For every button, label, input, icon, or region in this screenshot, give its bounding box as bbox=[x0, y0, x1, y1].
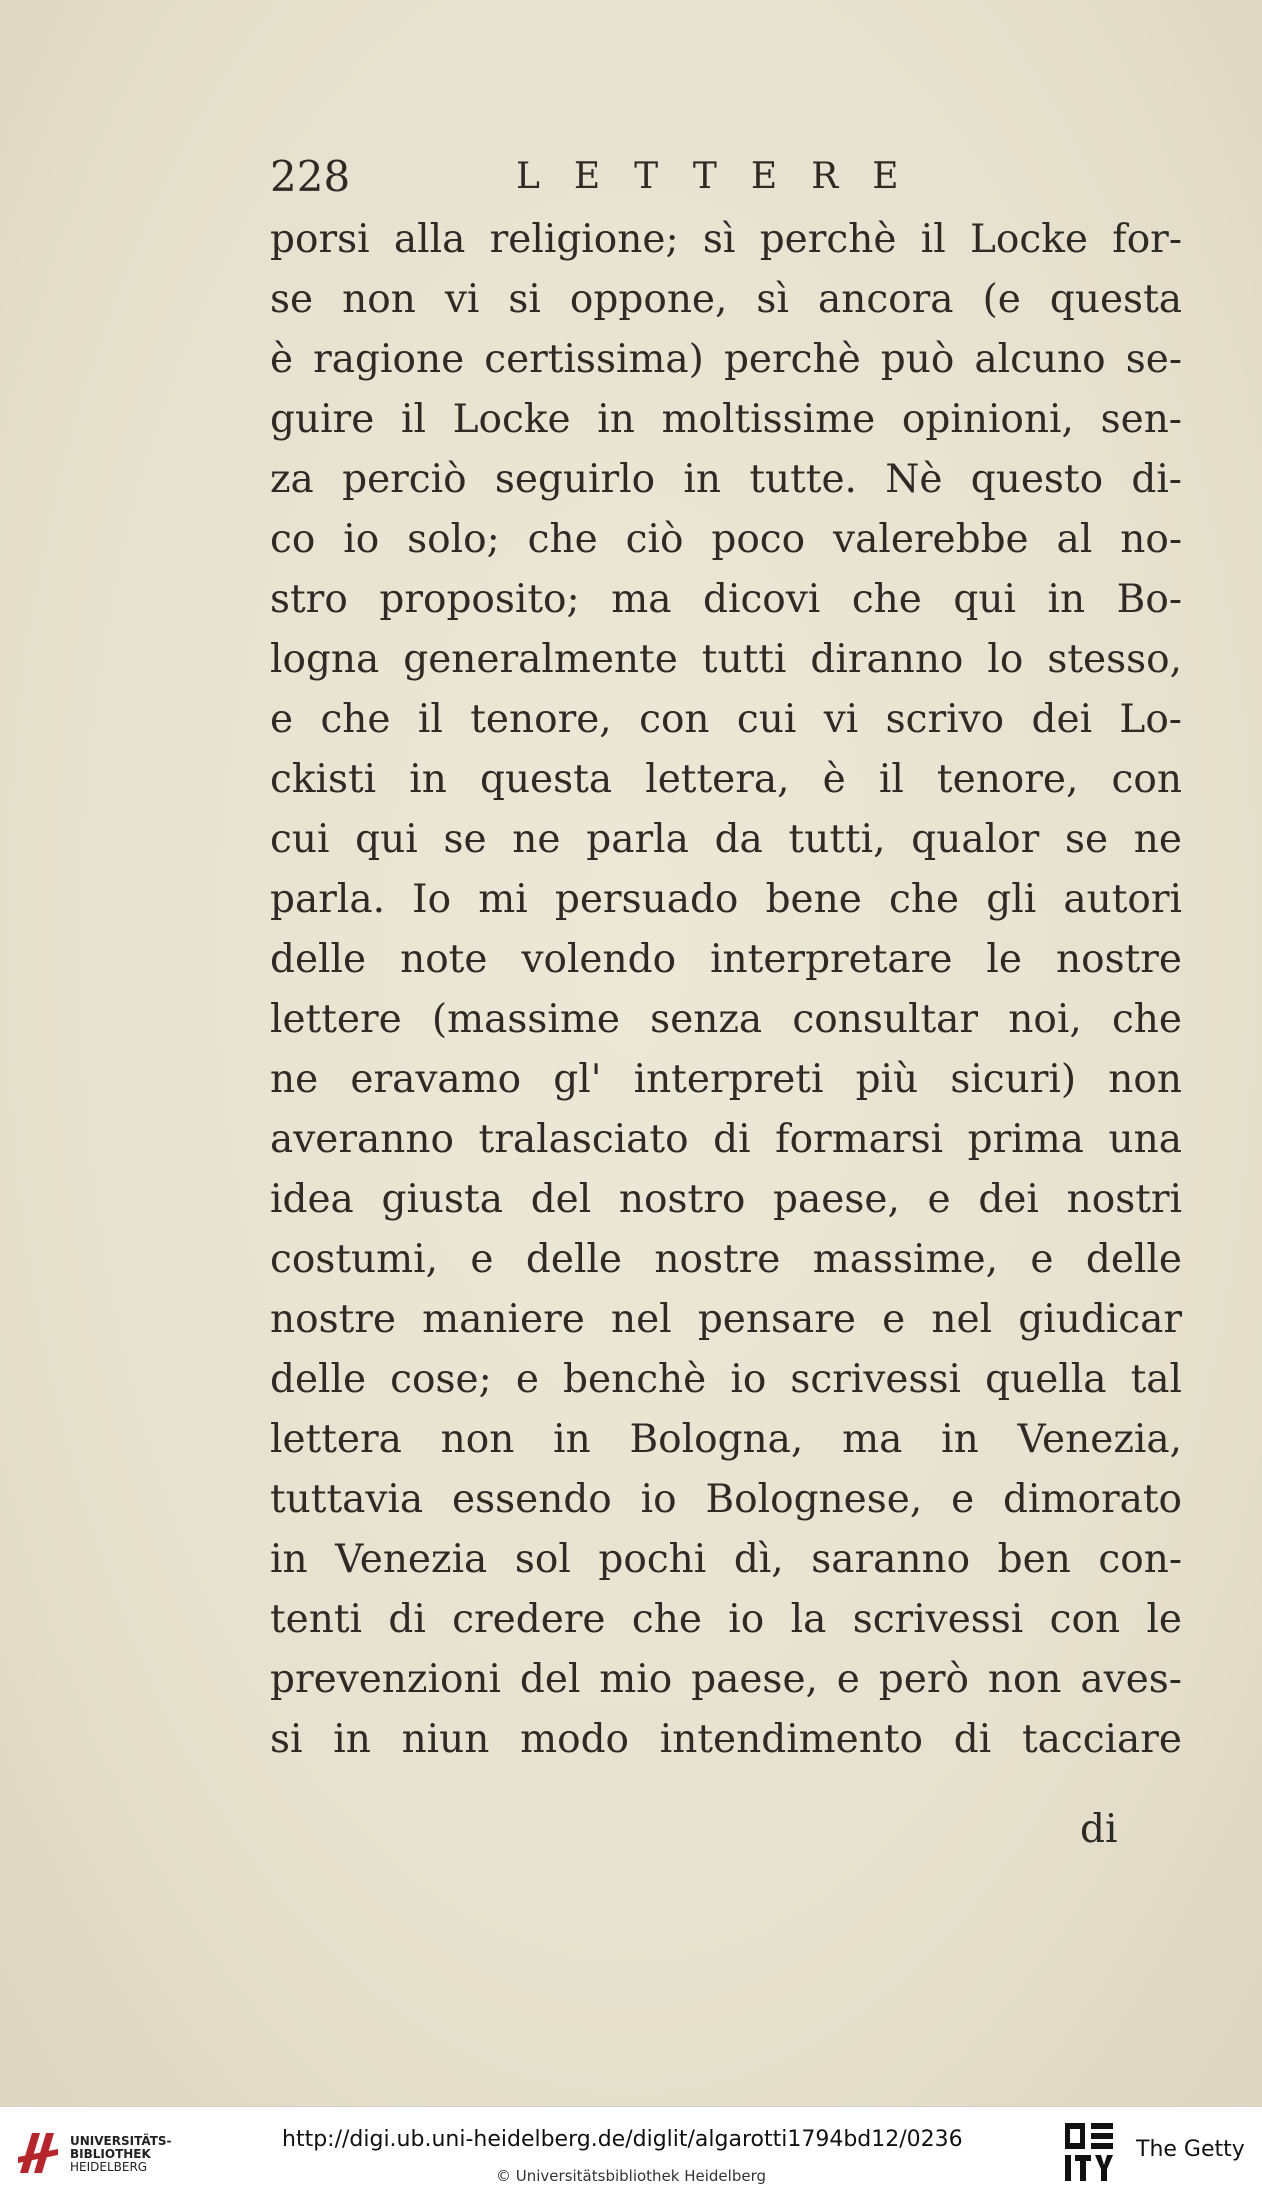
text-line: ckisti in questa lettera, è il tenore, con bbox=[270, 757, 1182, 802]
text-line: porsi alla religione; sì perchè il Locke for- bbox=[270, 217, 1182, 262]
text-line: co io solo; che ciò poco valerebbe al no- bbox=[270, 517, 1182, 562]
library-name-line: UNIVERSITÄTS- bbox=[70, 2134, 172, 2148]
footer-bar bbox=[0, 2106, 1262, 2196]
text-line: lettera non in Bologna, ma in Venezia, bbox=[270, 1417, 1182, 1462]
text-line: averanno tralasciato di formarsi prima una bbox=[270, 1117, 1182, 1162]
text-line: logna generalmente tutti diranno lo stesso, bbox=[270, 637, 1182, 682]
copyright-notice: © Universitätsbibliothek Heidelberg bbox=[496, 2167, 767, 2185]
text-line: delle cose; e benchè io scrivessi quella tal bbox=[270, 1357, 1182, 1402]
text-line: tuttavia essendo io Bolognese, e dimorato bbox=[270, 1477, 1182, 1522]
text-line: è ragione certissima) perchè può alcuno se- bbox=[270, 337, 1182, 382]
text-line: prevenzioni del mio paese, e però non aves- bbox=[270, 1657, 1182, 1702]
text-line: si in niun modo intendimento di tacciare bbox=[270, 1717, 1182, 1762]
getty-label: The Getty bbox=[1136, 2137, 1245, 2162]
text-line: costumi, e delle nostre massime, e delle bbox=[270, 1237, 1182, 1282]
text-line: in Venezia sol pochi dì, saranno ben con- bbox=[270, 1537, 1182, 1582]
library-seal-icon bbox=[14, 2127, 62, 2179]
library-name-line: BIBLIOTHEK bbox=[70, 2147, 151, 2161]
text-line: delle note volendo interpretare le nostre bbox=[270, 937, 1182, 982]
page-header bbox=[270, 152, 1182, 202]
text-line: stro proposito; ma dicovi che qui in Bo- bbox=[270, 577, 1182, 622]
text-line: nostre maniere nel pensare e nel giudicar bbox=[270, 1297, 1182, 1342]
university-library-logo[interactable] bbox=[14, 2123, 174, 2183]
getty-logo-icon[interactable] bbox=[1063, 2121, 1115, 2183]
catchword: di bbox=[1080, 1807, 1118, 1852]
running-head: LETTERE bbox=[516, 156, 933, 197]
text-line: e che il tenore, con cui vi scrivo dei Lo- bbox=[270, 697, 1182, 742]
library-name bbox=[70, 2135, 172, 2174]
text-line: se non vi si oppone, sì ancora (e questa bbox=[270, 277, 1182, 322]
text-line: tenti di credere che io la scrivessi con le bbox=[270, 1597, 1182, 1642]
text-line: ne eravamo gl' interpreti più sicuri) non bbox=[270, 1057, 1182, 1102]
permalink-url[interactable]: http://digi.ub.uni-heidelberg.de/diglit/algarotti1794bd12/0236 bbox=[282, 2127, 963, 2152]
text-line: parla. Io mi persuado bene che gli autori bbox=[270, 877, 1182, 922]
library-name-line: HEIDELBERG bbox=[70, 2160, 148, 2174]
page-number: 228 bbox=[270, 152, 351, 201]
text-line: lettere (massime senza consultar noi, che bbox=[270, 997, 1182, 1042]
text-line: cui qui se ne parla da tutti, qualor se ne bbox=[270, 817, 1182, 862]
body-text bbox=[270, 210, 1182, 1770]
text-line: guire il Locke in moltissime opinioni, sen- bbox=[270, 397, 1182, 442]
text-line: za perciò seguirlo in tutte. Nè questo di- bbox=[270, 457, 1182, 502]
text-line: idea giusta del nostro paese, e dei nostri bbox=[270, 1177, 1182, 1222]
